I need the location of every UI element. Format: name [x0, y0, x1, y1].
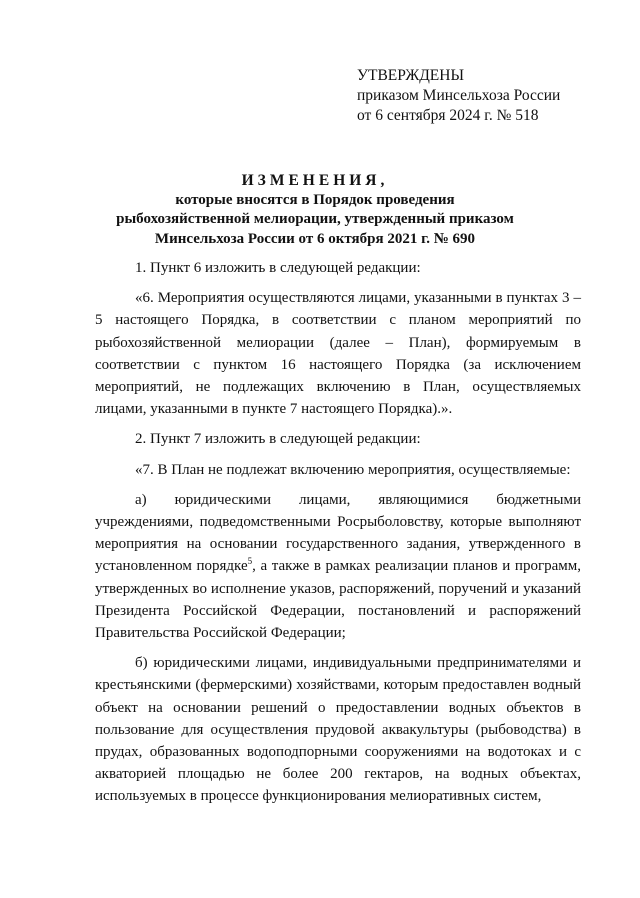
paragraph-5: [95, 489, 581, 644]
paragraph-1: 1. Пункт 6 изложить в следующей редакции:: [135, 260, 421, 276]
document-body: [95, 257, 581, 808]
approval-line-3: от 6 сентября 2024 г. № 518: [357, 107, 539, 124]
paragraph-2: «6. Мероприятия осуществляются лицами, указанными в пунктах 3 – 5 настоящего Порядка, в соответствии с планом мероприятий по рыбохозяйственной мелиорации (далее – План), формируемым в соответствии с пунктом 16 настоящего Порядка (за исключением мероприятий, не подлежащих включению в План, осуществляемых лицами, указанными в пункте 7 настоящего Порядка).».: [95, 290, 581, 418]
paragraph-4: «7. В План не подлежат включению мероприятия, осуществляемые:: [135, 461, 571, 478]
approval-line-1: УТВЕРЖДЕНЫ: [357, 67, 464, 84]
title-heading: ИЗМЕНЕНИЯ,: [241, 172, 389, 189]
approval-stamp: [357, 66, 560, 126]
paragraph-5-text-a: а) юридическими лицами, являющимися бюджетными учреждениями, подведомственными Росрыболовству, которые выполняют мероприятия на основании государственного задания, утвержденного в установленном порядке: [95, 491, 581, 575]
title-line-1: которые вносятся в Порядок проведения: [175, 191, 455, 208]
paragraph-3: 2. Пункт 7 изложить в следующей редакции:: [135, 431, 421, 448]
footnote-ref: 5: [247, 556, 253, 567]
title-line-3: Минсельхоза России от 6 октября 2021 г. № 690: [154, 230, 476, 247]
approval-line-2: приказом Минсельхоза России: [357, 87, 561, 104]
paragraph-6: б) юридическими лицами, индивидуальными предпринимателями и крестьянскими (фермерскими) хозяйствами, которым предоставлен водный объект на основании решений о предоставлении водных объектов в пользование для осуществления прудовой аквакультуры (рыбоводства) в прудах, образованных водоподпорными сооружениями на водотоках и с акваторией площадью не более 200 гектаров, на водных объектах, используемых в процессе функционирования мелиоративных систем,: [95, 655, 581, 805]
title-line-2: рыбохозяйственной мелиорации, утвержденный приказом: [116, 211, 514, 227]
paragraph-5-text-b: , а также в рамках реализации планов и программ, утвержденных во исполнение указов, распоряжений, поручений и указаний Президента Российской Федерации, постановлений и распоряжений Правительства Российской Федерации;: [95, 558, 581, 642]
document-title: [95, 171, 535, 249]
